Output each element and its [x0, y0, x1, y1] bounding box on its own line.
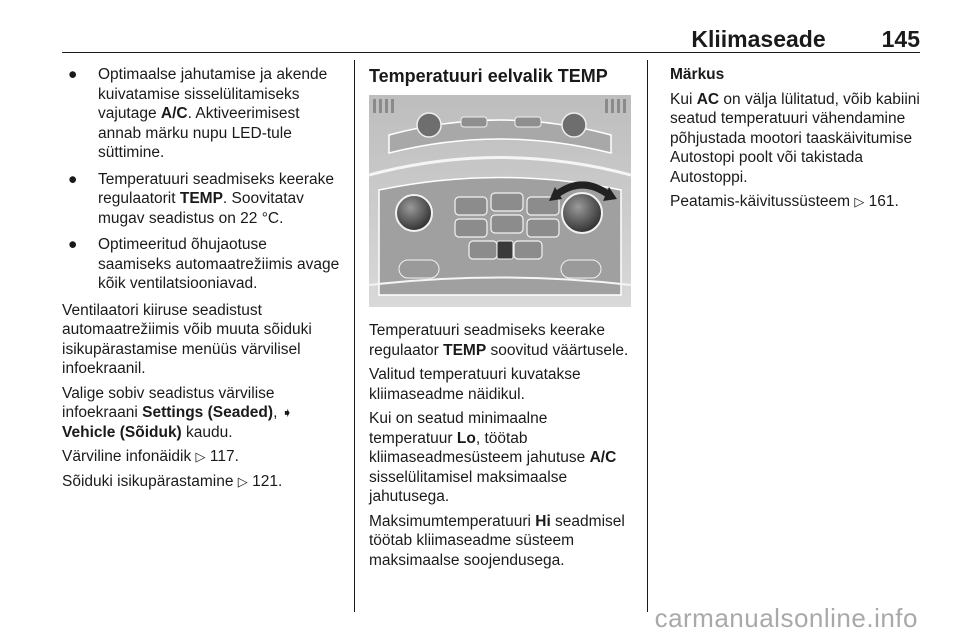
column-divider-1 [354, 60, 355, 612]
watermark: carmanualsonline.info [654, 603, 918, 633]
cross-reference: Peatamis-käivitussüsteem ▷ 161. [670, 193, 899, 210]
paragraph: Valitud temperatuuri kuvatakse kliimaseadme näidikul. [369, 366, 581, 403]
page-header [691, 26, 920, 53]
note-heading: Märkus [670, 66, 725, 83]
column-3 [670, 65, 925, 217]
page-number: 145 [881, 26, 920, 52]
bullet-text: Optimeeritud õhujaotuse saamiseks automaatrežiimis avage kõik ventilatsiooniavad. [98, 236, 340, 292]
bullet-icon: ● [68, 236, 78, 253]
cross-reference: Sõiduki isikupärastamine ▷ 121. [62, 472, 283, 490]
bullet-item [62, 235, 344, 294]
reference-arrow-icon: ▷ [195, 449, 206, 464]
bullet-icon: ● [68, 170, 78, 188]
section-heading: Temperatuuri eelvalik TEMP [369, 66, 608, 86]
climate-panel-illustration [369, 95, 631, 307]
reference-arrow-icon: ▷ [237, 473, 248, 489]
bullet-text: Optimaalse jahutamise ja akende kuivatamise sisselülitamiseks vajutage A/C. Aktiveerimisest annab märku nupu LED-tule süttimine. [98, 66, 328, 161]
paragraph: Valige sobiv seadistus värvilise infoekraani Settings (Seaded), ➧ Vehicle (Sõiduk) kaudu. [62, 384, 293, 441]
paragraph: Kui on seatud minimaalne temperatuur Lo, töötab kliimaseadmesüsteem jahutuse A/C sisselülitamisel maksimaalse jahutusega. [369, 410, 617, 505]
paragraph: Temperatuuri seadmiseks keerake regulaator TEMP soovitud väärtusele. [369, 322, 629, 359]
bullet-icon: ● [68, 66, 78, 83]
reference-arrow-icon: ▷ [854, 194, 865, 209]
paragraph: Maksimumtemperatuuri Hi seadmisel töötab kliimaseadme süsteem maksimaalse soojendusega. [369, 512, 625, 569]
bullet-item [62, 170, 344, 229]
column-2 [369, 65, 634, 575]
paragraph: Ventilaatori kiiruse seadistust automaatrežiimis võib muuta sõiduki isikupärastamise menüüs värvilisel infoekraanil. [62, 301, 312, 377]
climate-control-photo [369, 95, 631, 307]
cross-reference: Värviline infonäidik ▷ 117. [62, 448, 239, 465]
column-1 [62, 65, 344, 496]
section-title: Kliimaseade [691, 26, 826, 52]
column-divider-2 [647, 60, 648, 612]
menu-arrow-icon: ➧ [281, 405, 293, 420]
bullet-item [62, 65, 344, 163]
header-rule [62, 52, 920, 53]
bullet-text: Temperatuuri seadmiseks keerake regulaatorit TEMP. Soovitatav mugav seadistus on 22 °C. [98, 170, 335, 227]
note-text: Kui AC on välja lülitatud, võib kabiini seatud temperatuuri vähendamine põhjustada mootori taaskäivitumise Autostopi poolt või takistada Autostoppi. [670, 90, 920, 186]
